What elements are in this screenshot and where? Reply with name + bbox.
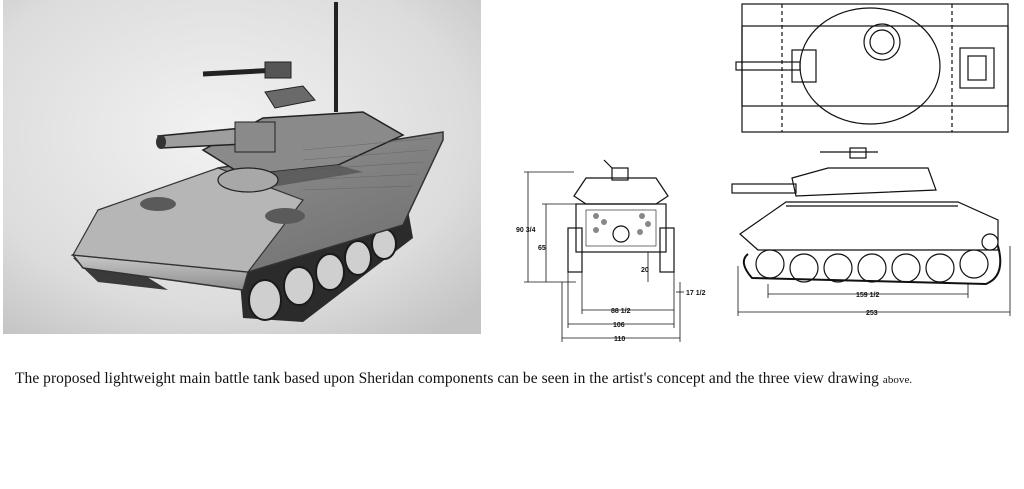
- side-view-drawing: [728, 146, 1016, 318]
- dim-overall-length: 253: [866, 310, 878, 317]
- front-view-drawing: [516, 152, 716, 347]
- dim-wheelbase: 159 1/2: [856, 292, 880, 299]
- caption-text: The proposed lightweight main battle tank based upon Sheridan components can be seen in the artist's concept and the three view drawing: [15, 370, 879, 387]
- dim-width-total: 110: [614, 336, 626, 343]
- artist-concept-image: [3, 0, 481, 334]
- dim-track-centers: 88 1/2: [611, 308, 631, 315]
- top-view-drawing: [732, 0, 1014, 136]
- figure-caption: [15, 370, 912, 388]
- dim-track-width: 17 1/2: [686, 290, 706, 297]
- caption-tail: above.: [882, 374, 913, 386]
- dim-ground-clearance: 20: [641, 267, 649, 274]
- dim-height-total: 90 3/4: [516, 227, 536, 234]
- dim-height-hull: 65: [538, 245, 546, 252]
- dim-width-hull: 106: [613, 322, 625, 329]
